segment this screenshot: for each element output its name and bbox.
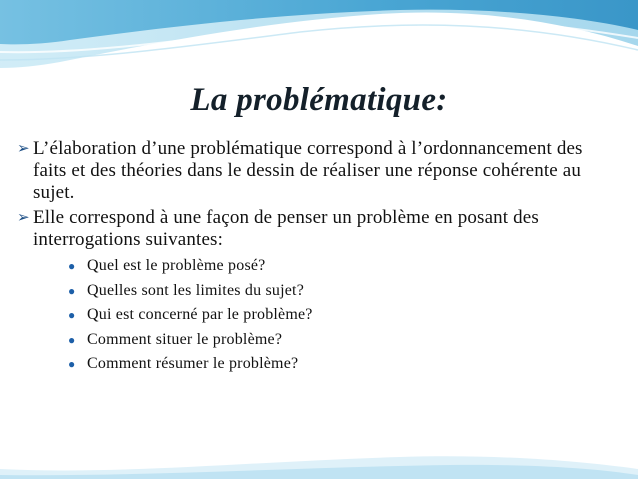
dot-bullet-icon: ● [68, 259, 76, 273]
sub-bullet-text: Quelles sont les limites du sujet? [87, 281, 304, 299]
sub-bullet-item [17, 303, 617, 328]
slide-title: La problématique: [190, 82, 448, 118]
footer-wave-decoration [0, 439, 638, 479]
sub-bullet-text: Comment situer le problème? [87, 330, 283, 348]
sub-bullet-list [17, 254, 617, 377]
bullet-item [17, 138, 617, 204]
sub-bullet-item [17, 328, 617, 353]
arrow-bullet-icon: ➢ [17, 210, 30, 226]
sub-bullet-item [17, 254, 617, 279]
bullet-text: Elle correspond à une façon de penser un problème en posant des interrogations suivantes: [33, 207, 539, 250]
sub-bullet-item [17, 352, 617, 377]
arrow-bullet-icon: ➢ [17, 141, 30, 157]
bullet-text: L’élaboration d’une problématique correspond à l’ordonnancement des faits et des théories dans le dessin de réaliser une réponse cohérente au sujet. [33, 138, 583, 203]
slide-content [17, 138, 617, 377]
sub-bullet-text: Comment résumer le problème? [87, 355, 299, 372]
header-wave-decoration [0, 0, 638, 80]
dot-bullet-icon: ● [68, 283, 76, 298]
dot-bullet-icon: ● [68, 308, 76, 322]
sub-bullet-text: Quel est le problème posé? [87, 257, 266, 274]
bullet-item [17, 207, 617, 251]
sub-bullet-item [17, 279, 617, 304]
sub-bullet-text: Qui est concerné par le problème? [87, 306, 313, 323]
dot-bullet-icon: ● [68, 332, 76, 347]
dot-bullet-icon: ● [68, 357, 76, 371]
